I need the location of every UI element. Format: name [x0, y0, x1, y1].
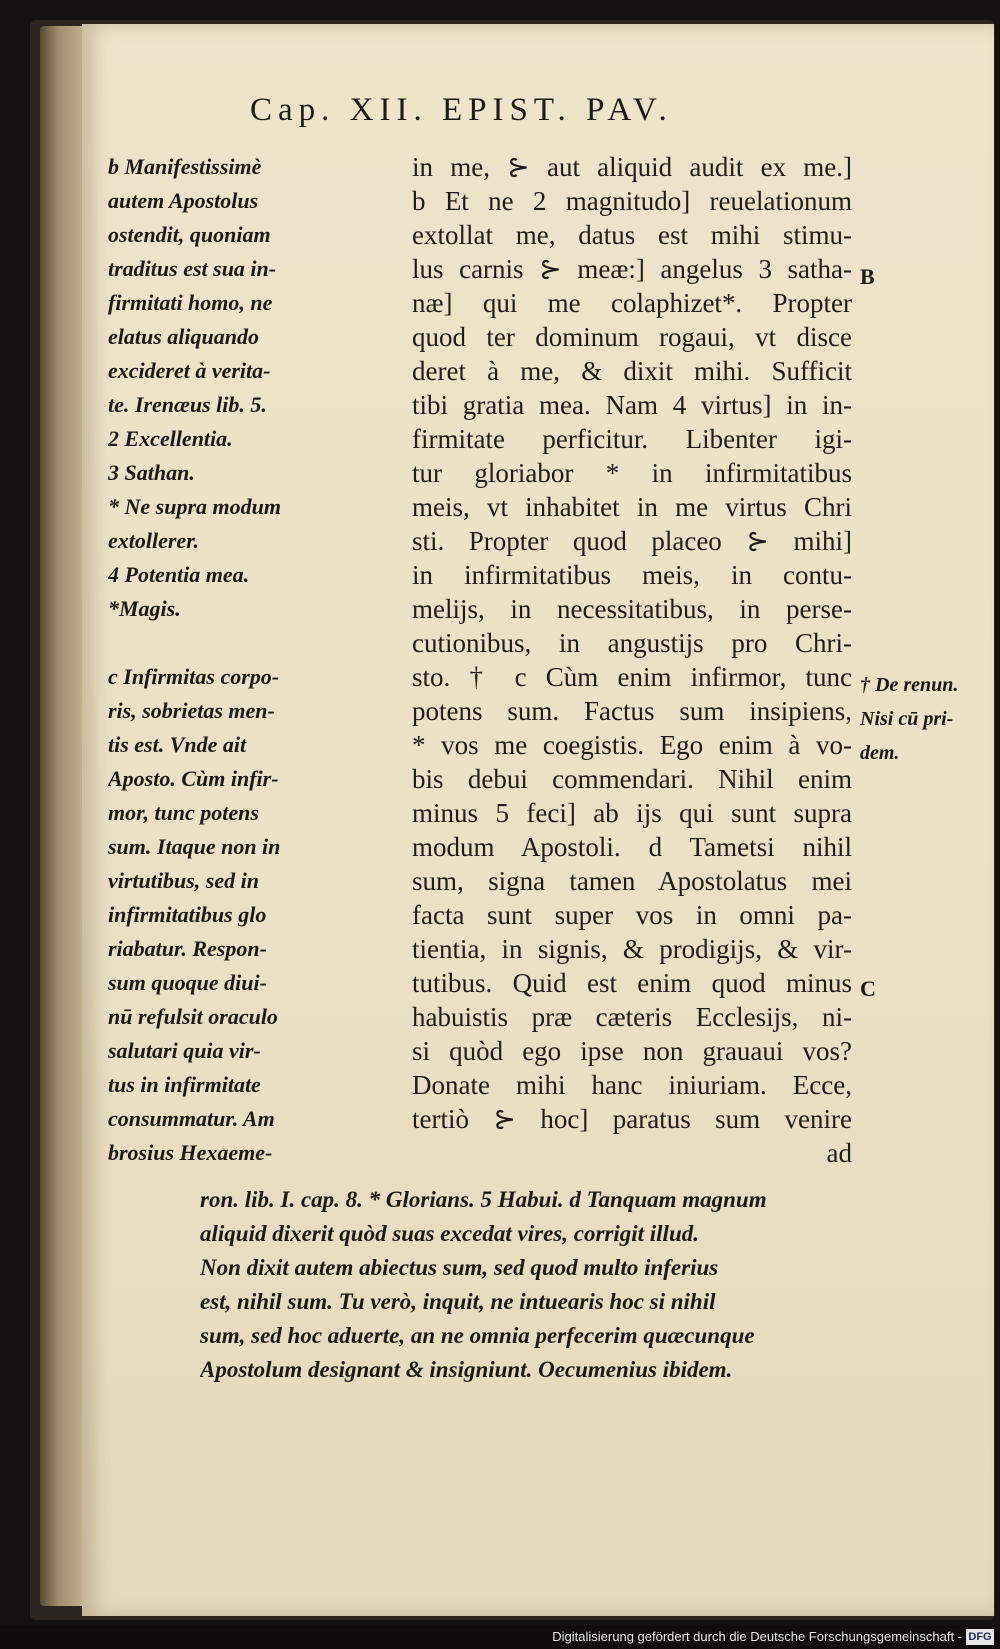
- gloss-line: 3 Sathan.: [108, 460, 195, 485]
- bottom-gloss-line: sum, sed hoc aduerte, an ne omnia perfecerim quæcunque: [200, 1323, 755, 1348]
- side-note-line: † De renun.: [860, 674, 959, 696]
- text-line: firmitate perficitur. Libenter igi-: [412, 424, 852, 454]
- gloss-line: brosius Hexaeme-: [108, 1140, 273, 1165]
- text-line: modum Apostoli. d Tametsi nihil: [412, 832, 852, 862]
- gloss-line: consummatur. Am: [108, 1106, 275, 1131]
- text-line: deret à me, & dixit mihi. Sufficit: [412, 356, 852, 386]
- margin-letter-b: B: [860, 264, 875, 289]
- text-line: sti. Propter quod placeo ⊱ mihi]: [412, 526, 852, 556]
- text-line: Donate mihi hanc iniuriam. Ecce,: [412, 1070, 852, 1100]
- bottom-gloss-line: Non dixit autem abiectus sum, sed quod multo inferius: [200, 1255, 719, 1280]
- text-line: tibi gratia mea. Nam 4 virtus] in in-: [412, 390, 852, 420]
- side-note-line: dem.: [860, 742, 900, 764]
- gloss-line: sum quoque diui-: [108, 970, 267, 995]
- text-line: melijs, in necessitatibus, in perse-: [412, 594, 852, 624]
- gloss-line: traditus est sua in-: [108, 256, 277, 281]
- gloss-line: mor, tunc potens: [108, 800, 259, 825]
- bottom-gloss-line: Apostolum designant & insigniunt. Oecumenius ibidem.: [200, 1357, 733, 1382]
- bottom-gloss-line: ron. lib. I. cap. 8. * Glorians. 5 Habui. d Tanquam magnum: [200, 1187, 767, 1212]
- gloss-line: Aposto. Cùm infir-: [108, 766, 279, 791]
- gloss-line: *Magis.: [108, 596, 181, 621]
- gloss-line: riabatur. Respon-: [108, 936, 267, 961]
- text-line: b Et ne 2 magnitudo] reuelationum: [412, 186, 852, 216]
- gloss-line: * Ne supra modum: [108, 494, 281, 519]
- text-line: minus 5 feci] ab ijs qui sunt supra: [412, 798, 852, 828]
- side-note-line: Nisi cū pri-: [860, 708, 954, 730]
- text-line: tertiò ⊱ hoc] paratus sum venire: [412, 1104, 852, 1134]
- gloss-line: b Manifestissimè: [108, 154, 262, 179]
- page-edge: [40, 26, 88, 1606]
- gloss-line: extollerer.: [108, 528, 200, 553]
- bottom-gloss-line: est, nihil sum. Tu verò, inquit, ne intuearis hoc si nihil: [200, 1289, 716, 1314]
- gloss-line: excideret à verita-: [108, 358, 271, 383]
- gloss-line: salutari quia vir-: [108, 1038, 261, 1063]
- bottom-gloss-line: aliquid dixerit quòd suas excedat vires, corrigit illud.: [200, 1221, 699, 1246]
- text-line: lus carnis ⊱ meæ:] angelus 3 satha-: [412, 254, 852, 284]
- gloss-line: elatus aliquando: [108, 324, 259, 349]
- gloss-line: virtutibus, sed in: [108, 868, 259, 893]
- text-line: extollat me, datus est mihi stimu-: [412, 220, 852, 250]
- text-line: meis, vt inhabitet in me virtus Chri: [412, 492, 852, 522]
- text-line: in me, ⊱ aut aliquid audit ex me.]: [412, 152, 852, 182]
- gloss-line: sum. Itaque non in: [108, 834, 281, 859]
- gloss-line: infirmitatibus glo: [108, 902, 267, 927]
- gloss-line: nū refulsit oraculo: [108, 1004, 278, 1029]
- left-marginal-gloss: [108, 150, 408, 1170]
- text-line: habuistis præ cæteris Ecclesijs, ni-: [412, 1002, 852, 1032]
- text-line: facta sunt super vos in omni pa-: [412, 900, 852, 930]
- text-line: in infirmitatibus meis, in contu-: [412, 560, 852, 590]
- gloss-line: 4 Potentia mea.: [108, 562, 250, 587]
- text-line: potens sum. Factus sum insipiens,: [412, 696, 852, 726]
- gloss-line: firmitati homo, ne: [108, 290, 273, 315]
- text-line: si quòd ego ipse non grauaui vos?: [412, 1036, 852, 1066]
- text-line: næ] qui me colaphizet*. Propter: [412, 288, 852, 318]
- text-line: sum, signa tamen Apostolatus mei: [412, 866, 852, 896]
- main-text-column: [412, 150, 852, 1170]
- gloss-line: tis est. Vnde ait: [108, 732, 247, 757]
- text-line: tientia, in signis, & prodigijs, & vir-: [412, 934, 852, 964]
- text-line: tutibus. Quid est enim quod minus: [412, 968, 852, 998]
- text-line: cutionibus, in angustijs pro Chri-: [412, 628, 852, 658]
- gloss-line: ostendit, quoniam: [108, 222, 271, 247]
- bottom-gloss: [200, 1183, 860, 1387]
- text-line: quod ter dominum rogaui, vt disce: [412, 322, 852, 352]
- text-line: bis debui commendari. Nihil enim: [412, 764, 852, 794]
- gloss-line: [108, 626, 408, 660]
- gloss-line: ris, sobrietas men-: [108, 698, 275, 723]
- text-line: tur gloriabor * in infirmitatibus: [412, 458, 852, 488]
- text-line: * vos me coegistis. Ego enim à vo-: [412, 730, 852, 760]
- gloss-line: autem Apostolus: [108, 188, 259, 213]
- gloss-line: 2 Excellentia.: [108, 426, 233, 451]
- margin-letter-c: C: [860, 976, 876, 1001]
- text-line: ad: [826, 1138, 852, 1168]
- gloss-line: tus in infirmitate: [108, 1072, 261, 1097]
- gloss-line: te. Irenæus lib. 5.: [108, 392, 267, 417]
- text-line: sto. † c Cùm enim infirmor, tunc: [412, 662, 852, 692]
- funding-credit: Digitalisierung gefördert durch die Deutsche Forschungsgemeinschaft -: [552, 1629, 962, 1644]
- page-header: Cap. XII. EPIST. PAV.: [250, 92, 673, 128]
- gloss-line: c Infirmitas corpo-: [108, 664, 280, 689]
- right-marginal-note: [860, 668, 980, 770]
- dfg-logo-icon: DFG: [966, 1629, 994, 1645]
